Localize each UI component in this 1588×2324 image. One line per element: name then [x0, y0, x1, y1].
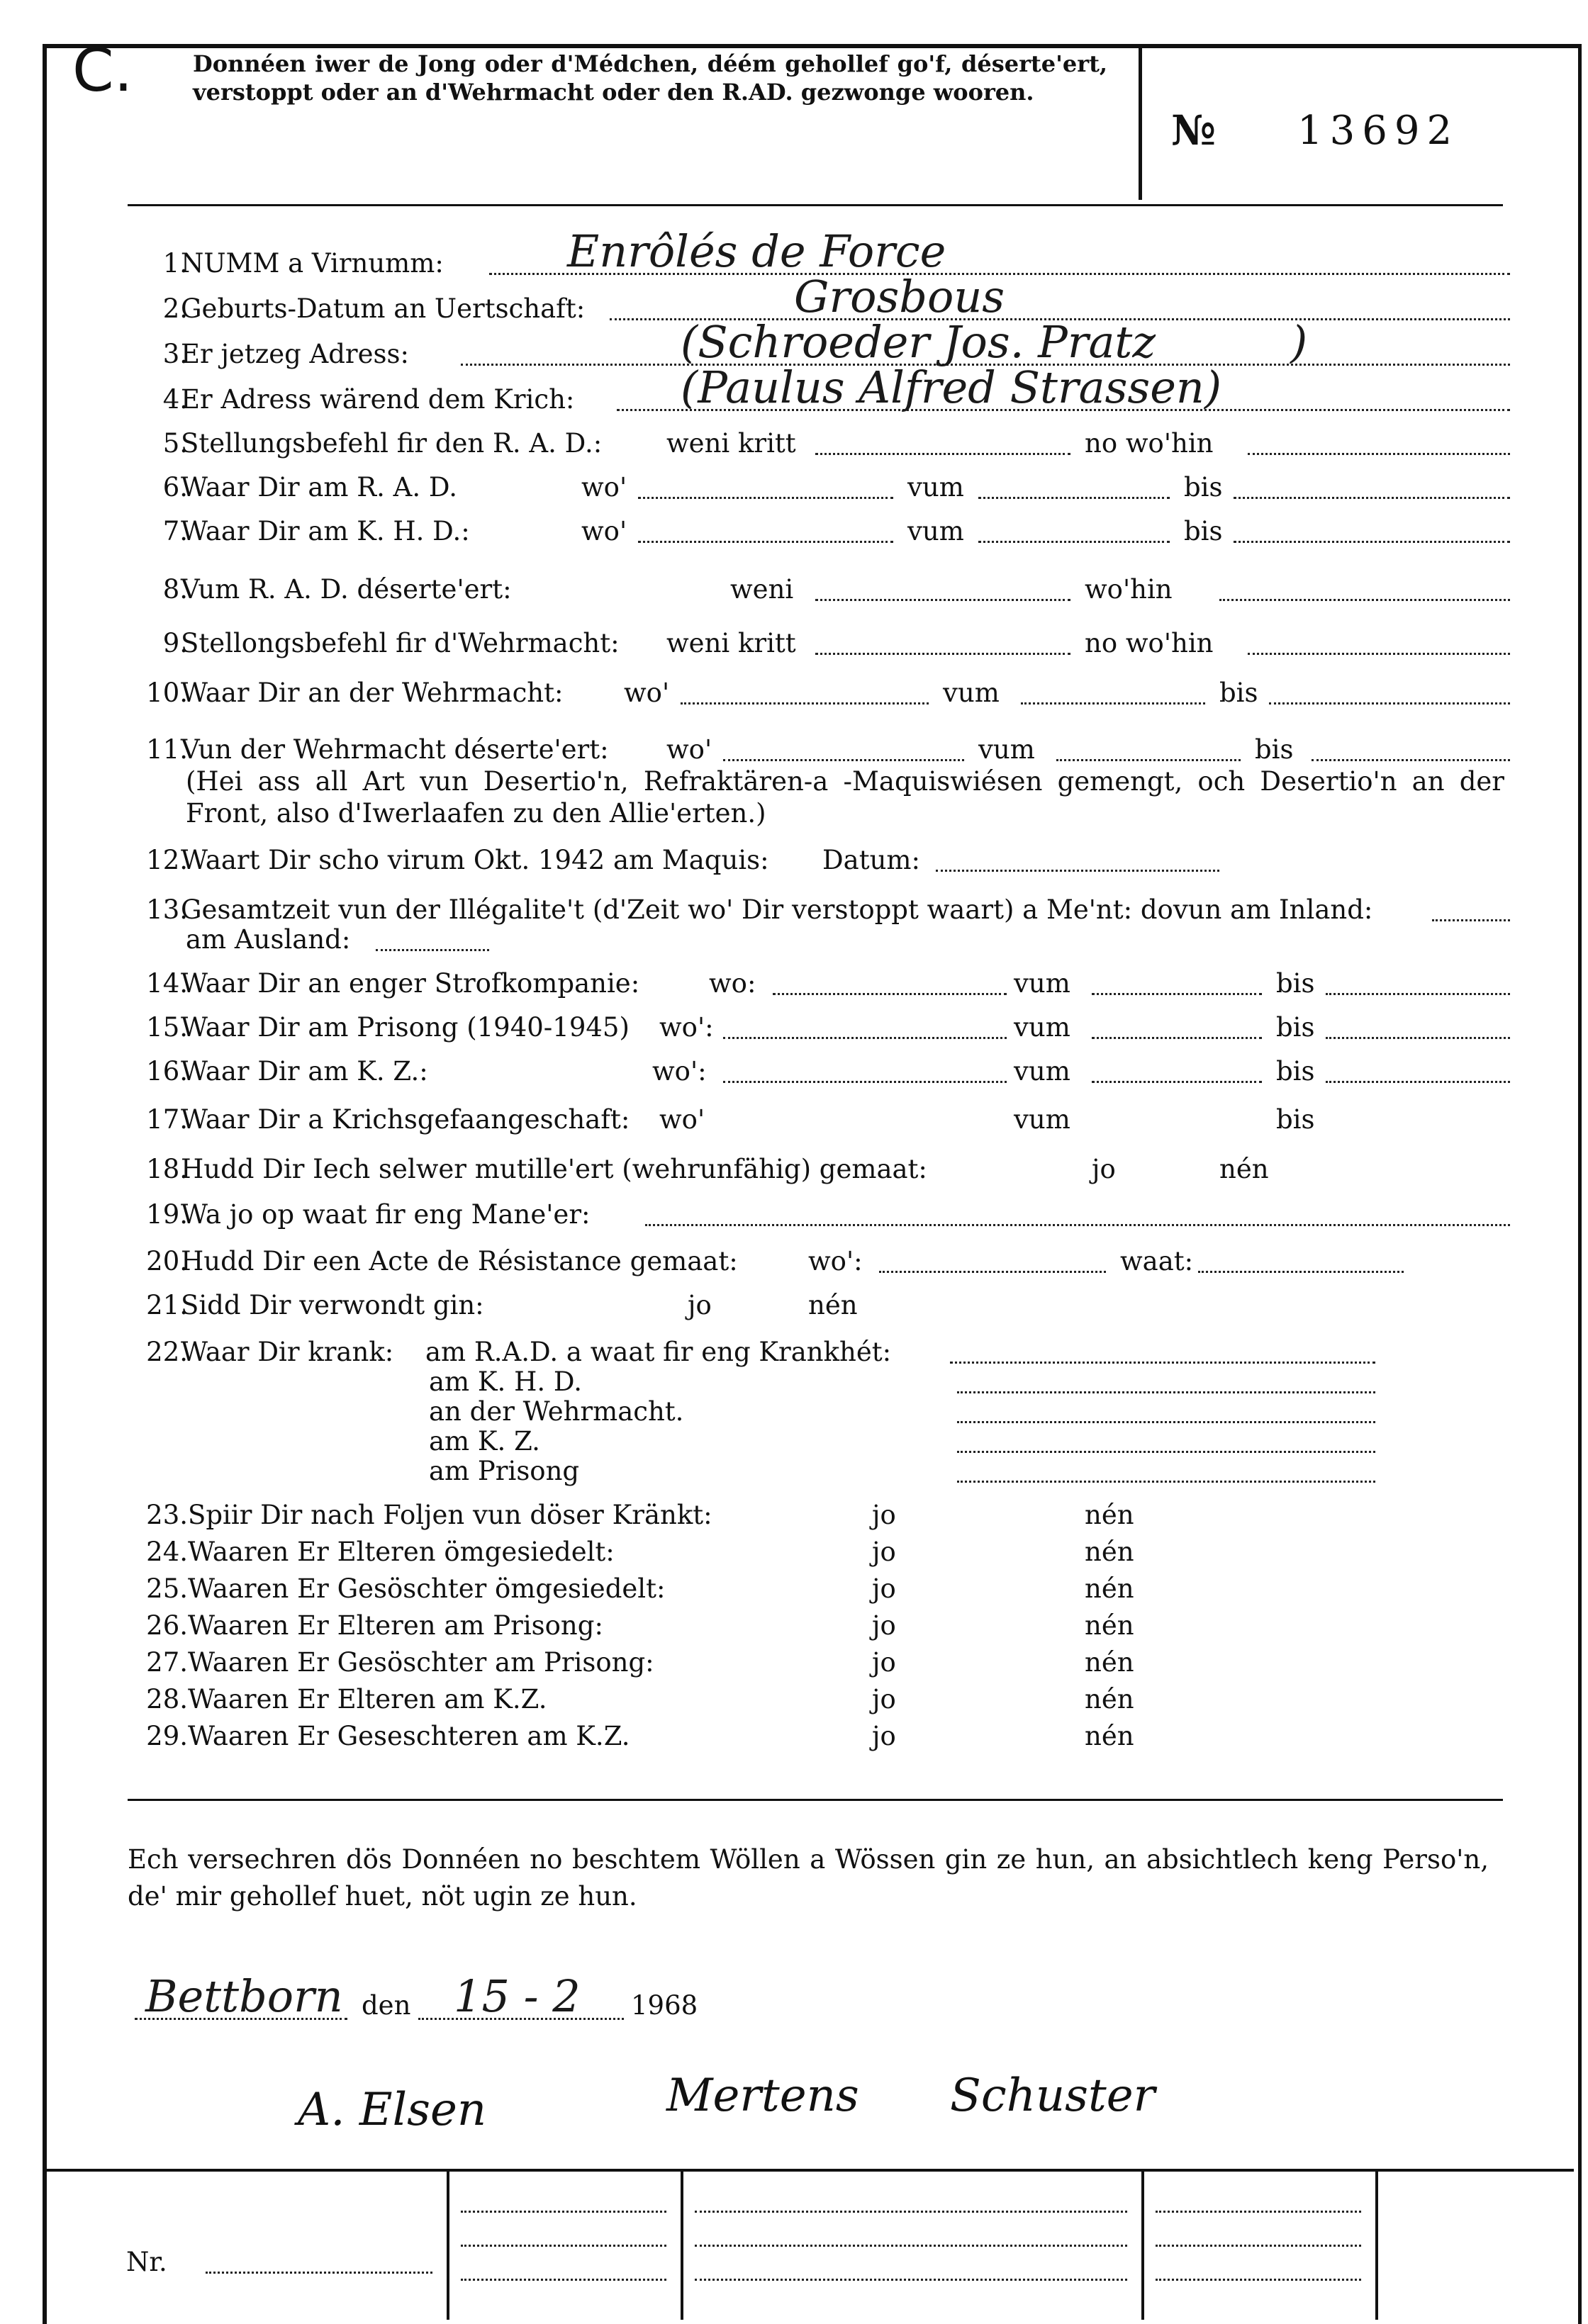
note-11: (Hei ass all Art vun Desertio'n, Refraktären-a -Maquiswiésen gemengt, och Desertio'n an der Front, also d'Iwerlaafen zu den Allie'erten.)	[186, 766, 1504, 829]
handwritten-name: Enrôlés de Force	[567, 225, 946, 277]
footer-rule	[43, 2169, 1574, 2172]
paren-close: )	[1290, 316, 1308, 368]
year: 1968	[631, 1990, 698, 2021]
form-number: 13692	[1297, 108, 1460, 154]
den-label: den	[362, 1990, 411, 2021]
header-divider	[1139, 48, 1142, 200]
sub-22-item: am K. Z.	[429, 1426, 540, 1456]
handwritten-address-war: (Paulus Alfred Strassen)	[681, 361, 1222, 413]
sub-22-item: am K. H. D.	[429, 1366, 582, 1397]
declaration-text: Ech versechren dös Donnéen no beschtem Wöllen a Wössen gin ze hun, an absichtlech keng Perso'n, de' mir gehollef huet, nöt ugin ze hun.	[128, 1844, 1489, 1912]
handwritten-date: 15 - 2	[454, 1970, 581, 2022]
section-title: Donnéen iwer de Jong oder d'Médchen, déém gehollef go'f, déserte'ert, verstoppt oder an d'Wehrmacht oder den R.AD. gezwonge wooren.	[193, 50, 1107, 106]
nr-label: Nr.	[126, 2247, 167, 2277]
field-row-cont: am Ausland:	[186, 924, 351, 955]
header-rule	[128, 204, 1503, 206]
sub-22-item: an der Wehrmacht.	[429, 1396, 684, 1427]
signature: Mertens	[666, 2070, 859, 2122]
sub-22-item: am Prisong	[429, 1456, 580, 1486]
handwritten-address-now: (Schroeder Jos. Pratz	[681, 316, 1156, 368]
declaration-rule	[128, 1799, 1503, 1801]
number-label: №	[1171, 106, 1217, 155]
signature: Schuster	[950, 2070, 1156, 2122]
section-letter: C.	[72, 35, 133, 105]
handwritten-place: Bettborn	[145, 1970, 343, 2022]
signature: A. Elsen	[298, 2084, 487, 2136]
handwritten-birthplace: Grosbous	[794, 271, 1005, 322]
